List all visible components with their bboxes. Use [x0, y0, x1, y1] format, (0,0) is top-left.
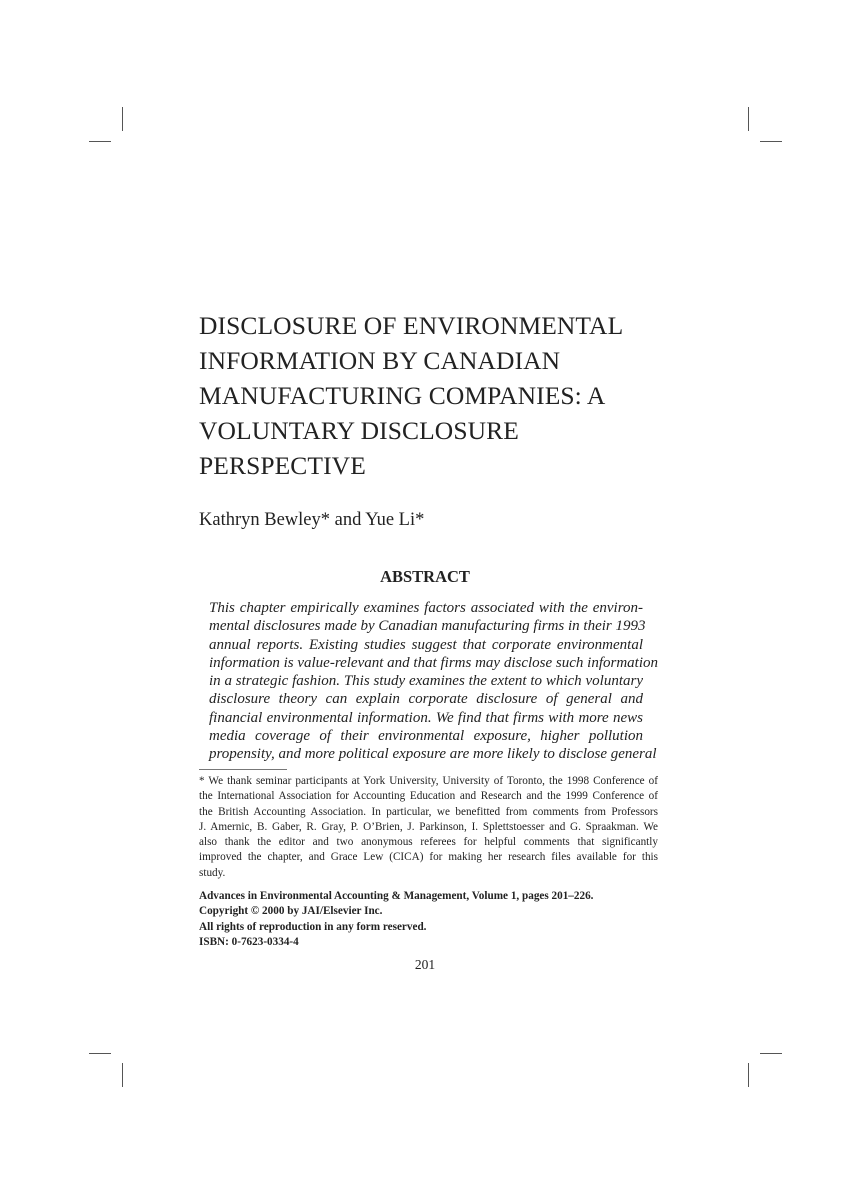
crop-mark-bottom-right-horizontal	[760, 1053, 782, 1054]
abstract-line: propensity, and more political exposure are more likely to disclose general	[209, 746, 657, 763]
crop-mark-bottom-left-vertical	[122, 1063, 123, 1087]
publication-info	[199, 889, 593, 950]
abstract-line: This chapter empirically examines factors associated with the environ-	[209, 600, 643, 616]
crop-mark-top-left-horizontal	[89, 141, 111, 142]
footnote-line: the International Association for Accounting Education and Research and the 1999 Conference of	[199, 790, 658, 803]
crop-mark-top-right-horizontal	[760, 141, 782, 142]
title-line: INFORMATION BY CANADIAN	[199, 346, 561, 375]
crop-mark-top-right-vertical	[748, 107, 749, 131]
abstract-line: media coverage of their environmental exposure, higher pollution	[209, 728, 643, 745]
abstract-line: financial environmental information. We find that firms with more news	[209, 709, 643, 726]
footnote-line: also thank the editor and two anonymous referees for helpful comments that significantly	[199, 836, 658, 849]
abstract-line: disclosure theory can explain corporate disclosure of general and	[209, 691, 643, 708]
publication-line: Copyright © 2000 by JAI/Elsevier Inc.	[199, 905, 383, 918]
abstract-heading: ABSTRACT	[380, 567, 470, 586]
abstract-body	[209, 599, 658, 764]
crop-mark-bottom-left-horizontal	[89, 1053, 111, 1054]
footnote-line: improved the chapter, and Grace Lew (CICA) for making her research files available for this	[199, 851, 658, 864]
abstract-line: information is value-relevant and that firms may disclose such information	[209, 654, 658, 671]
crop-mark-bottom-right-vertical	[748, 1063, 749, 1087]
acknowledgement-footnote	[199, 774, 658, 881]
crop-mark-top-left-vertical	[122, 107, 123, 131]
title-line: DISCLOSURE OF ENVIRONMENTAL	[199, 311, 624, 340]
abstract-line: annual reports. Existing studies suggest that corporate environmental	[209, 636, 643, 653]
authors: Kathryn Bewley* and Yue Li*	[199, 510, 425, 530]
title-line: MANUFACTURING COMPANIES: A	[199, 381, 606, 410]
title-line: VOLUNTARY DISCLOSURE	[199, 416, 519, 445]
footnote-line: J. Amernic, B. Gaber, R. Gray, P. O’Brien, J. Parkinson, I. Splettstoesser and G. Spraakman. We	[199, 820, 658, 833]
abstract-line: mental disclosures made by Canadian manufacturing firms in their 1993	[209, 618, 646, 635]
title-line: PERSPECTIVE	[199, 451, 366, 480]
chapter-title	[199, 308, 679, 483]
abstract-line: in a strategic fashion. This study examines the extent to which voluntary	[209, 673, 643, 690]
publication-line: Advances in Environmental Accounting & Management, Volume 1, pages 201–226.	[199, 890, 594, 902]
footnote-line: the British Accounting Association. In particular, we benefitted from comments from Professors	[199, 805, 658, 818]
page-number: 201	[414, 957, 436, 972]
publication-line: All rights of reproduction in any form reserved.	[199, 920, 427, 933]
footnote-line: study.	[199, 866, 226, 879]
publication-line: ISBN: 0-7623-0334-4	[199, 935, 299, 948]
footnote-divider	[199, 769, 287, 770]
footnote-line: * We thank seminar participants at York University, University of Toronto, the 1998 Conference of	[199, 775, 658, 787]
